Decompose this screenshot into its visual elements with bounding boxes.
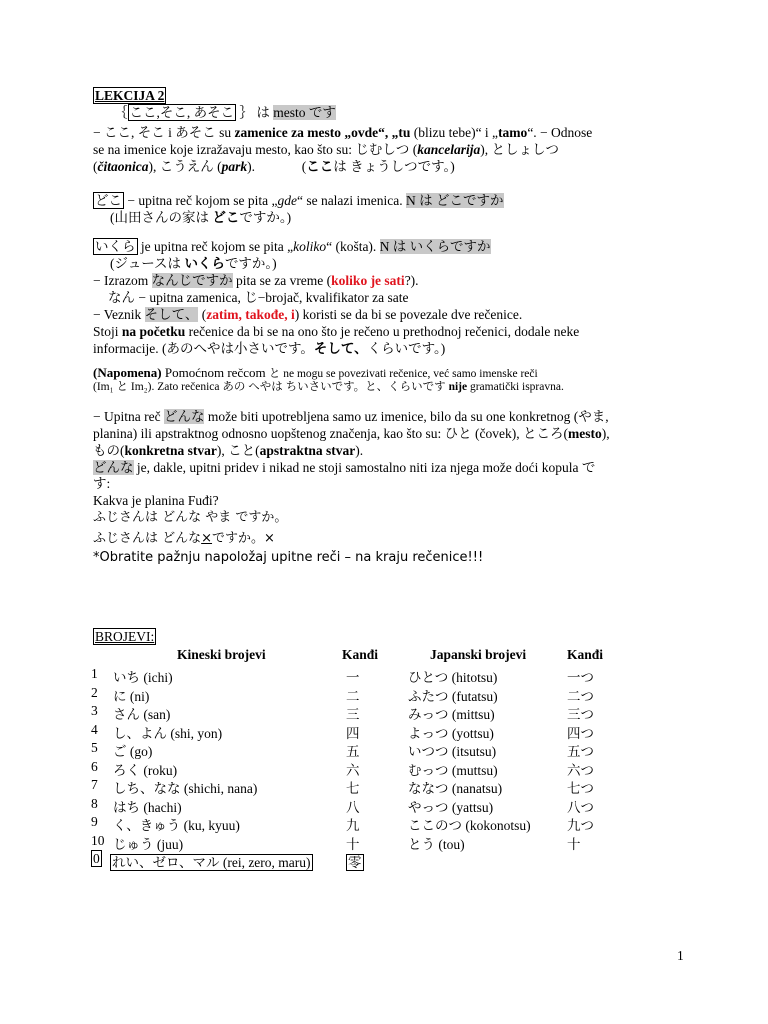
table-cell-k1: 四 bbox=[346, 725, 360, 741]
table-cell-cn: ろく (roku) bbox=[113, 762, 178, 778]
donna-example-correct: ふじさんは どんな やま ですか。 bbox=[93, 510, 288, 525]
ikura-example: (ジュースは いくらですか。) bbox=[110, 256, 277, 271]
table-cell-k2: 八つ bbox=[567, 799, 594, 815]
table-cell-jp: とう (tou) bbox=[408, 836, 465, 852]
zero-row: 0 bbox=[93, 851, 100, 866]
table-cell-n: 10 bbox=[91, 832, 105, 848]
napomena-line: (Napomena) Pomoćnom rečcom と ne mogu se povezivati rečenice, već samo imenske reči bbox=[93, 365, 538, 380]
table-cell-k2: 四つ bbox=[567, 725, 594, 741]
table-cell-cn: ご (go) bbox=[113, 744, 153, 759]
col-header-kineski: Kineski brojevi bbox=[177, 647, 266, 662]
soshite-line: − Veznik そして、 (zatim, takođe, i) koristi se da bi se povezale dve rečenice. bbox=[93, 307, 523, 322]
table-cell-cn: さん (san) bbox=[113, 707, 171, 722]
table-cell-k1: 七 bbox=[346, 781, 360, 796]
table-cell-jp: ななつ (nanatsu) bbox=[408, 781, 503, 796]
table-cell-cn: く、きゅう (ku, kyuu) bbox=[113, 818, 240, 833]
table-cell-cn: しち、なな (shichi, nana) bbox=[113, 781, 258, 796]
donna-line4: どんな je, dakle, upitni pridev i nikad ne stoji samostalno niti iza njega može doći kopula で bbox=[93, 460, 596, 475]
zero-kanji: 零 bbox=[348, 855, 362, 870]
table-cell-k1: 六 bbox=[346, 762, 360, 778]
table-cell-jp: むっつ (muttsu) bbox=[408, 762, 498, 778]
informacije-line: informacije. (あのへやは小さいです。そして、くらいです。) bbox=[93, 341, 446, 356]
table-cell-k2: 九つ bbox=[567, 818, 594, 833]
table-cell-jp: ひとつ (hitotsu) bbox=[408, 670, 498, 685]
table-cell-n: 5 bbox=[91, 740, 98, 755]
table-cell-k2: 十 bbox=[567, 836, 581, 852]
doko-line: どこ − upitna reč kojom se pita „gde“ se nalazi imenica. N は どこですか bbox=[95, 193, 504, 208]
table-cell-n: 3 bbox=[91, 703, 98, 718]
donna-line3: もの(konkretna stvar), こと(apstraktna stvar). bbox=[93, 443, 364, 458]
nan-line: なん − upitna zamenica, じ−brojač, kvalifikator za sate bbox=[108, 290, 409, 305]
table-cell-cn: し、よん (shi, yon) bbox=[113, 725, 223, 741]
table-cell-k2: 二つ bbox=[567, 688, 594, 704]
table-cell-jp: よっつ (yottsu) bbox=[408, 725, 494, 741]
doko-example: (山田さんの家は どこですか。) bbox=[110, 210, 292, 225]
table-cell-n: 4 bbox=[91, 721, 98, 737]
zero-readings: れい、ゼロ、マル (rei, zero, maru) bbox=[112, 855, 311, 870]
stoji-line: Stoji na početku rečenice da bi se na ono što je rečeno u prethodnoj rečenici, dodale neke bbox=[93, 324, 580, 339]
table-cell-k1: 十 bbox=[346, 836, 360, 852]
donna-note: *Obratite pažnju napoložaj upitne reči – na kraju rečenice!!! bbox=[93, 550, 484, 565]
nanji-line: − Izrazom なんじですか pita se za vreme (koliko je sati?). bbox=[93, 273, 419, 288]
paragraph-koko-line3: (čitaonica), こうえん (park). (ここは きょうしつです。) bbox=[93, 159, 455, 174]
table-cell-n: 7 bbox=[91, 777, 98, 792]
page-number: 1 bbox=[677, 948, 684, 963]
table-cell-k2: 六つ bbox=[567, 762, 594, 778]
table-cell-jp: やっつ (yattsu) bbox=[408, 799, 494, 815]
table-cell-n: 8 bbox=[91, 795, 98, 811]
donna-question: Kakva je planina Fuđi? bbox=[93, 493, 219, 508]
table-cell-cn: じゅう (juu) bbox=[113, 836, 184, 852]
donna-line5: す: bbox=[93, 476, 111, 491]
table-cell-k1: 五 bbox=[346, 744, 360, 759]
col-header-kandji-1: Kanđi bbox=[342, 647, 379, 662]
table-cell-n: 2 bbox=[91, 684, 98, 700]
table-cell-k1: 一 bbox=[346, 670, 360, 685]
paragraph-koko-line2: se na imenice koje izražavaju mesto, kao što su: じむしつ (kancelarija), としょしつ bbox=[93, 142, 560, 157]
donna-example-wrong: ふじさんは どんな×ですか。× bbox=[93, 531, 275, 546]
table-cell-jp: みっつ (mittsu) bbox=[408, 707, 495, 722]
table-cell-cn: はち (hachi) bbox=[113, 799, 182, 815]
table-cell-jp: ここのつ (kokonotsu) bbox=[408, 818, 531, 833]
table-cell-k2: 五つ bbox=[567, 744, 594, 759]
table-cell-n: 9 bbox=[91, 814, 98, 829]
table-cell-k2: 七つ bbox=[567, 781, 594, 796]
lesson-title: LEKCIJA 2 bbox=[95, 88, 165, 103]
donna-line2: planina) ili apstraktnog odnosno uopštenog značenja, kao što su: ひと (čovek), ところ(mesto), bbox=[93, 426, 610, 441]
paragraph-koko: − ここ, そこ i あそこ su zamenice za mesto „ovde“, „tu (blizu tebe)“ i „tamo“. − Odnose bbox=[93, 125, 593, 140]
table-cell-k2: 一つ bbox=[567, 670, 594, 685]
lesson-subtitle: ｛ ここ,そこ, あそこ ｝ は mesto です bbox=[114, 105, 336, 120]
table-cell-n: 1 bbox=[91, 666, 98, 681]
table-cell-jp: ふたつ (futatsu) bbox=[408, 688, 498, 704]
numbers-heading: BROJEVI: bbox=[95, 629, 155, 644]
col-header-kandji-2: Kanđi bbox=[567, 647, 604, 662]
table-cell-jp: いつつ (itsutsu) bbox=[408, 744, 497, 759]
table-cell-cn: いち (ichi) bbox=[113, 670, 173, 685]
napomena-line2: (Im₁ と Im₂). Zato rečenica あの へやは ちいさいです。と、くらいです nije gramatički ispravna. bbox=[93, 381, 564, 393]
table-cell-cn: に (ni) bbox=[113, 688, 150, 704]
table-cell-n: 6 bbox=[91, 758, 98, 774]
table-cell-k1: 九 bbox=[346, 818, 360, 833]
donna-line1: − Upitna reč どんな može biti upotrebljena samo uz imenice, bilo da su one konkretnog (やま, bbox=[93, 409, 609, 424]
col-header-japanski: Japanski brojevi bbox=[430, 647, 527, 662]
ikura-line: いくら je upitna reč kojom se pita „koliko“ (košta). N は いくらですか bbox=[95, 239, 491, 254]
table-cell-k2: 三つ bbox=[567, 707, 594, 722]
table-cell-k1: 三 bbox=[346, 707, 360, 722]
table-cell-k1: 八 bbox=[346, 799, 360, 815]
table-cell-k1: 二 bbox=[346, 688, 360, 704]
